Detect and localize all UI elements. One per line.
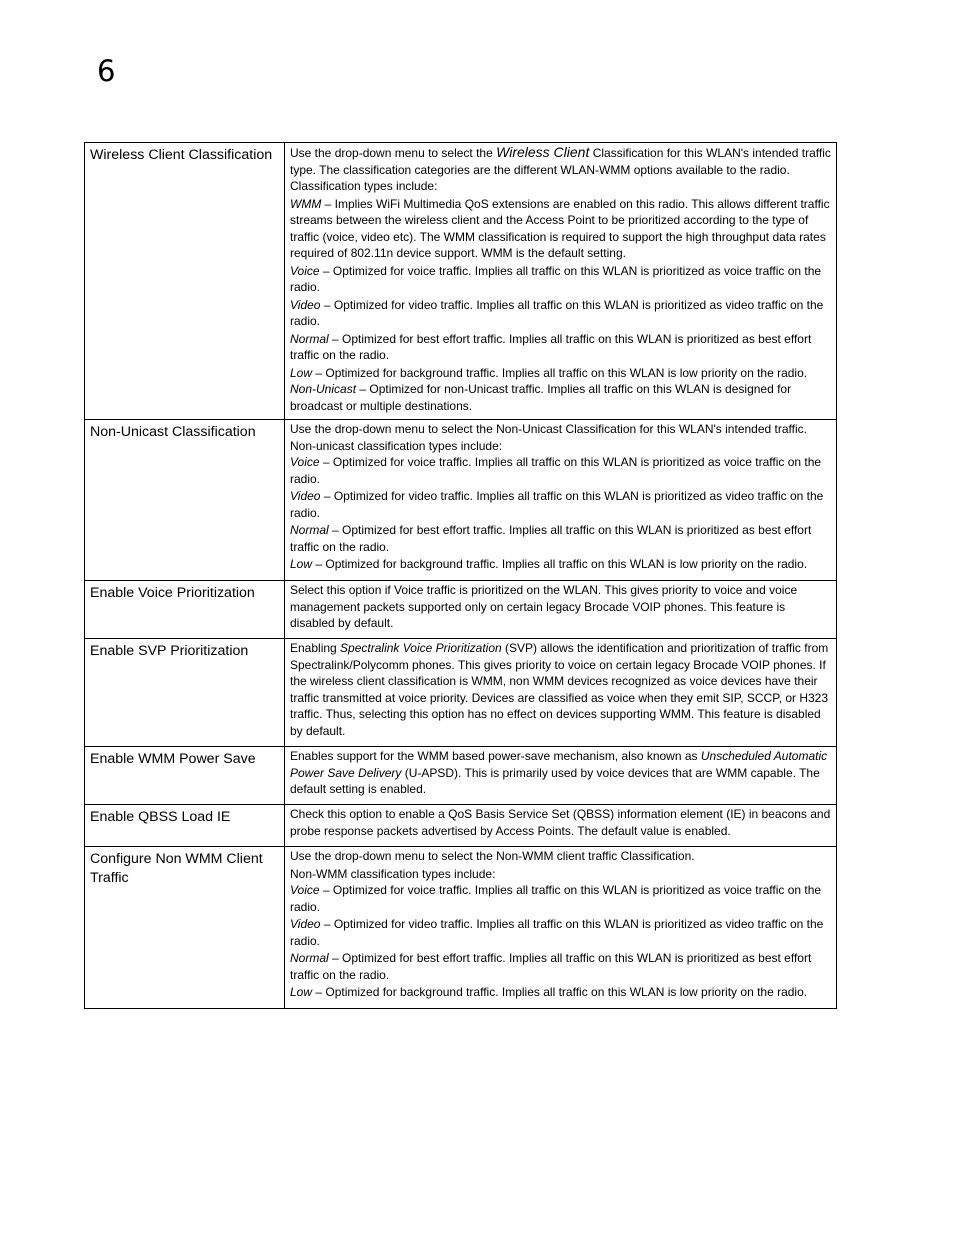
option-item: [290, 882, 831, 915]
table-row: [85, 420, 837, 581]
option-text: – Optimized for voice traffic. Implies all traffic on this WLAN is prioritized as voice traffic on the radio.: [290, 455, 822, 486]
parameter-description: [285, 420, 837, 581]
option-item: [290, 297, 831, 330]
option-item: [290, 365, 831, 382]
option-text: – Optimized for background traffic. Implies all traffic on this WLAN is low priority on the radio.: [312, 365, 808, 380]
parameter-name: Wireless Client Classification: [85, 143, 285, 420]
option-item: [290, 331, 831, 364]
parameter-table: [84, 142, 837, 1009]
parameter-description: [285, 847, 837, 1009]
option-term: Normal: [290, 951, 329, 965]
parameter-name: Enable SVP Prioritization: [85, 639, 285, 747]
option-term: Voice: [290, 263, 320, 278]
option-term: Video: [290, 917, 321, 931]
description-text: Check this option to enable a QoS Basis Service Set (QBSS) information element (IE) in beacons and probe response packets advertised by Access Points. The default value is enabled.: [290, 807, 831, 838]
option-item: [290, 381, 831, 414]
table-row: [85, 805, 837, 847]
intro-text: Use the drop-down menu to select the: [290, 146, 497, 160]
option-term: Voice: [290, 455, 320, 469]
parameter-description: [285, 747, 837, 805]
option-term: Normal: [290, 523, 329, 537]
description-segment: (U-APSD). This is primarily used by voice devices that are WMM capable. The default setting is enabled.: [290, 765, 820, 796]
option-term: Normal: [290, 331, 329, 346]
option-text: – Optimized for voice traffic. Implies all traffic on this WLAN is prioritized as voice traffic on the radio.: [290, 883, 822, 914]
parameter-description: [285, 581, 837, 639]
option-text: – Optimized for best effort traffic. Implies all traffic on this WLAN is prioritized as best effort traffic on the radio.: [290, 523, 812, 554]
option-item: [290, 488, 831, 521]
chapter-number: 6: [97, 54, 116, 88]
option-text: – Optimized for voice traffic. Implies all traffic on this WLAN is prioritized as voice traffic on the radio.: [290, 263, 822, 294]
option-text: – Optimized for background traffic. Implies all traffic on this WLAN is low priority on the radio.: [312, 557, 808, 571]
table-row: [85, 143, 837, 420]
option-text: – Optimized for video traffic. Implies all traffic on this WLAN is prioritized as video traffic on the radio.: [290, 297, 824, 328]
description-emphasis: Unscheduled Automatic Power Save Delivery: [290, 749, 828, 780]
option-item: [290, 984, 831, 1001]
table-row: [85, 847, 837, 1009]
parameter-description: [285, 639, 837, 747]
parameter-description: [285, 143, 837, 420]
option-term: Video: [290, 297, 321, 312]
option-text: – Optimized for video traffic. Implies all traffic on this WLAN is prioritized as video traffic on the radio.: [290, 917, 824, 948]
description-segment: Enabling: [290, 641, 341, 655]
option-text: – Implies WiFi Multimedia QoS extensions are enabled on this radio. This allows different traffic streams between the wireless client and the Access Point to be prioritized according to the type of traffic (voice, video etc). The WMM classification is required to support the high throughput data rates required of 802.11n device support. WMM is the default setting.: [290, 196, 830, 260]
description-text: [290, 640, 831, 739]
option-term: Non-Unicast: [290, 382, 357, 396]
parameter-description: [285, 805, 837, 847]
description-text: [290, 748, 831, 798]
option-item: [290, 556, 831, 573]
parameter-name: Enable QBSS Load IE: [85, 805, 285, 847]
option-item: [290, 950, 831, 983]
option-item: [290, 916, 831, 949]
option-item: [290, 196, 831, 262]
description-intro: Non-WMM classification types include:: [290, 866, 496, 881]
description-intro: [290, 144, 831, 195]
option-term: WMM: [290, 196, 322, 211]
description-segment: Enables support for the WMM based power-save mechanism, also known as: [290, 749, 701, 763]
option-item: [290, 522, 831, 555]
parameter-name: Enable Voice Prioritization: [85, 581, 285, 639]
option-text: – Optimized for best effort traffic. Implies all traffic on this WLAN is prioritized as best effort traffic on the radio.: [290, 951, 812, 982]
intro-text: Classification for this WLAN's intended traffic type. The classification categories are the different WLAN-WMM options available to the radio. Classification types include:: [290, 146, 831, 193]
option-text: – Optimized for non-Unicast traffic. Implies all traffic on this WLAN is designed for broadcast or multiple destinations.: [290, 382, 792, 413]
option-term: Low: [290, 985, 313, 999]
option-item: [290, 263, 831, 296]
description-intro: Use the drop-down menu to select the Non-Unicast Classification for this WLAN's intended traffic. Non-unicast classification types include:: [290, 422, 807, 453]
parameter-name: Non-Unicast Classification: [85, 420, 285, 581]
option-term: Voice: [290, 883, 320, 897]
option-text: – Optimized for video traffic. Implies all traffic on this WLAN is prioritized as video traffic on the radio.: [290, 489, 824, 520]
description-segment: (SVP) allows the identification and prioritization of traffic from Spectralink/Polycomm phones. This gives priority to voice on certain legacy Brocade VOIP phones. If the wireless client classification is WMM, non WMM devices recognized as voice devices have their traffic transmitted at voice priority. Devices are classified as voice when they emit SIP, SCCP, or H323 traffic. Thus, selecting this option has no effect on devices supporting WMM. This feature is disabled by default.: [290, 641, 829, 738]
option-term: Low: [290, 557, 313, 571]
description-text: Select this option if Voice traffic is prioritized on the WLAN. This gives priority to voice and voice management packets supported only on certain legacy Brocade VOIP phones. This feature is disabled by default.: [290, 583, 798, 630]
parameter-name: Configure Non WMM Client Traffic: [85, 847, 285, 1009]
option-item: [290, 454, 831, 487]
parameter-name: Enable WMM Power Save: [85, 747, 285, 805]
option-text: – Optimized for best effort traffic. Implies all traffic on this WLAN is prioritized as best effort traffic on the radio.: [290, 331, 812, 362]
description-emphasis: Spectralink Voice Prioritization: [340, 641, 502, 655]
table-row: [85, 747, 837, 805]
table-row: [85, 581, 837, 639]
intro-emphasis: Wireless Client: [496, 144, 590, 160]
option-term: Video: [290, 489, 321, 503]
table-row: [85, 639, 837, 747]
option-term: Low: [290, 365, 313, 380]
description-intro: Use the drop-down menu to select the Non-WMM client traffic Classification.: [290, 849, 695, 863]
option-text: – Optimized for background traffic. Implies all traffic on this WLAN is low priority on the radio.: [312, 985, 808, 999]
